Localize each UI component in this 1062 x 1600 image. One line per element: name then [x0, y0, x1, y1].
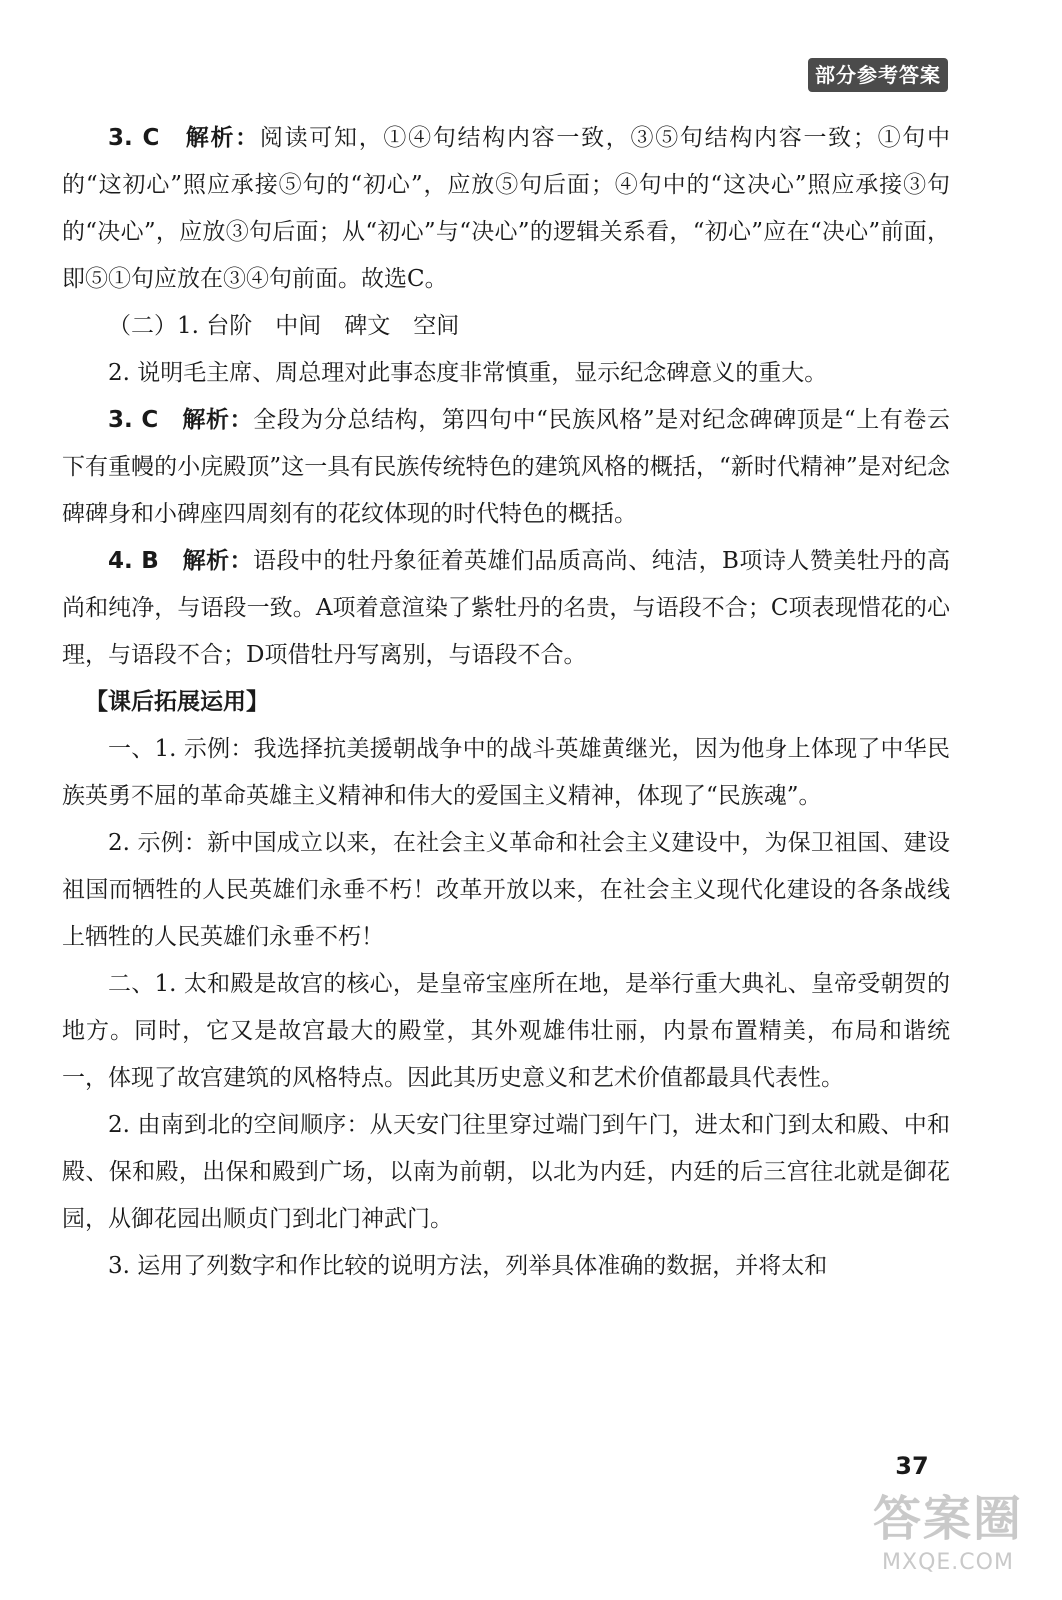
- answer-paragraph: 3. 运用了列数字和作比较的说明方法，列举具体准确的数据，并将太和: [108, 1253, 828, 1279]
- answer-paragraph: [62, 397, 950, 538]
- answer-text: 语段中的牡丹象征着英雄们品质高尚、纯洁，B项诗人赞美牡丹的高尚和纯净，与语段一致。A项着意渲染了紫牡丹的名贵，与语段不合；C项表现惜花的心理，与语段不合；D项借牡丹写离别，与语段不合。: [62, 548, 951, 668]
- answer-text: 全段为分总结构，第四句中“民族风格”是对纪念碑碑顶是“上有卷云下有重幔的小庑殿顶”这一具有民族传统特色的建筑风格的概括，“新时代精神”是对纪念碑碑身和小碑座四周刻有的花纹体现的时代特色的概括。: [62, 407, 950, 527]
- answer-text: 2. 说明毛主席、周总理对此事态度非常慎重，显示纪念碑意义的重大。: [108, 360, 828, 386]
- answer-paragraph: 一、1. 示例：我选择抗美援朝战争中的战斗英雄黄继光，因为他身上体现了中华民族英勇不屈的革命英雄主义精神和伟大的爱国主义精神，体现了“民族魂”。: [62, 736, 950, 809]
- answer-content: [62, 115, 950, 1290]
- watermark: [858, 1488, 1038, 1588]
- section-tag: 部分参考答案: [808, 58, 948, 92]
- answer-text: （二）1. 台阶 中间 碑文 空间: [108, 313, 460, 339]
- watermark-logo: 答案圈: [872, 1491, 1023, 1547]
- answer-label: 3. C 解析：: [108, 407, 254, 433]
- answer-paragraph: [62, 115, 950, 303]
- answer-label: 4. B 解析：: [108, 548, 253, 574]
- answer-paragraph: 二、1. 太和殿是故宫的核心，是皇帝宝座所在地，是举行重大典礼、皇帝受朝贺的地方。同时，它又是故宫最大的殿堂，其外观雄伟壮丽，内景布置精美，布局和谐统一，体现了故宫建筑的风格特点。因此其历史意义和艺术价值都最具代表性。: [62, 971, 950, 1091]
- section-title: 【课后拓展运用】: [85, 689, 269, 715]
- answer-paragraph: [62, 350, 950, 397]
- answer-paragraph: 2. 示例：新中国成立以来，在社会主义革命和社会主义建设中，为保卫祖国、建设祖国而牺牲的人民英雄们永垂不朽！改革开放以来，在社会主义现代化建设的各条战线上牺牲的人民英雄们永垂不朽！: [62, 830, 950, 950]
- answer-text: 阅读可知，①④句结构内容一致，③⑤句结构内容一致；①句中的“这初心”照应承接⑤句的“初心”，应放⑤句后面；④句中的“这决心”照应承接③句的“决心”，应放③句后面；从“初心”与“决心”的逻辑关系看，“初心”应在“决心”前面，即⑤①句应放在③④句前面。故选C。: [62, 125, 950, 292]
- answer-paragraph: [62, 538, 950, 679]
- answer-label: 3. C 解析：: [108, 125, 260, 151]
- answer-paragraph: 2. 由南到北的空间顺序：从天安门往里穿过端门到午门，进太和门到太和殿、中和殿、保和殿，出保和殿到广场，以南为前朝，以北为内廷，内廷的后三宫往北就是御花园，从御花园出顺贞门到北门神武门。: [62, 1112, 950, 1232]
- answer-paragraph: [62, 303, 950, 350]
- page-number: 37: [895, 1452, 929, 1480]
- watermark-url: MXQE.COM: [882, 1550, 1014, 1575]
